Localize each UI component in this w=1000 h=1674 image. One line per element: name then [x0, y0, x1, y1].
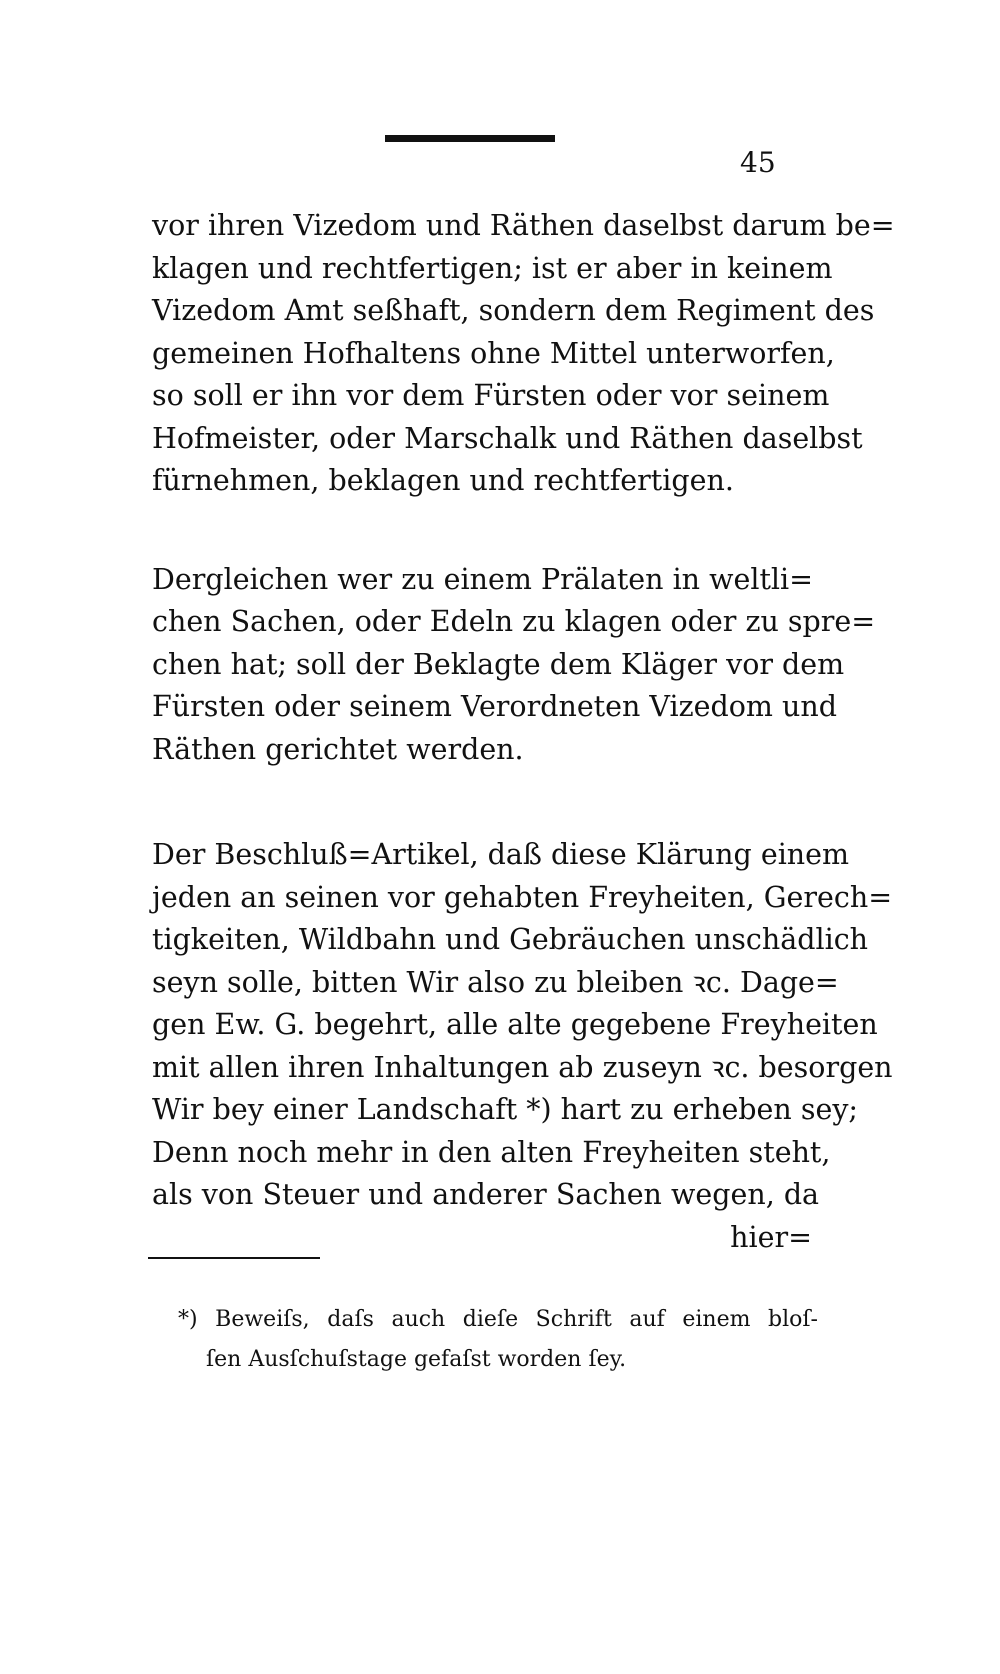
header-rule: [385, 135, 555, 142]
footnote-line: *) Beweiſs, daſs auch dieſe Schrift auf einem bloſ-: [178, 1307, 818, 1332]
body-text: [152, 205, 895, 1259]
text-line: vor ihren Vizedom und Räthen daselbst darum be=: [152, 209, 895, 242]
text-line: Dergleichen wer zu einem Prälaten in weltli=: [152, 562, 814, 596]
text-line: chen hat; soll der Beklagte dem Kläger vor dem: [152, 647, 845, 681]
text-line: Fürsten oder seinem Verordneten Vizedom und: [152, 690, 837, 723]
text-line: so soll er ihn vor dem Fürsten oder vor seinem: [152, 379, 830, 412]
text-line: klagen und rechtfertigen; ist er aber in keinem: [152, 251, 833, 285]
paragraph: [152, 834, 893, 1259]
catchword: hier=: [730, 1220, 812, 1254]
text-line: seyn solle, bitten Wir also zu bleiben ꝛc. Dage=: [152, 965, 839, 999]
footnote-line: ſen Ausſchuſstage gefaſst worden ſey.: [206, 1347, 627, 1372]
text-line: fürnehmen, beklagen und rechtfertigen.: [152, 464, 734, 497]
text-line: chen Sachen, oder Edeln zu klagen oder zu spre=: [152, 605, 876, 638]
text-line: Wir bey einer Landschaft *) hart zu erheben sey;: [152, 1093, 859, 1126]
text-line: Hofmeister, oder Marschalk und Räthen daselbst: [152, 421, 863, 455]
text-line: Vizedom Amt seßhaft, sondern dem Regiment des: [152, 294, 875, 327]
text-line: als von Steuer und anderer Sachen wegen, da: [152, 1178, 820, 1211]
footnote: [178, 1300, 818, 1380]
text-line: Der Beschluß=Artikel, daß diese Klärung einem: [152, 838, 850, 871]
text-line: jeden an seinen vor gehabten Freyheiten, Gerech=: [152, 880, 893, 914]
paragraph: [152, 559, 876, 772]
footnote-rule: [148, 1257, 320, 1259]
text-line: Denn noch mehr in den alten Freyheiten steht,: [152, 1135, 831, 1169]
text-line: tigkeiten, Wildbahn und Gebräuchen unschädlich: [152, 923, 869, 956]
text-line: Räthen gerichtet werden.: [152, 732, 524, 766]
text-line: gen Ew. G. begehrt, alle alte gegebene Freyheiten: [152, 1008, 878, 1041]
paragraph: [152, 205, 895, 503]
page-number: 45: [740, 146, 776, 179]
text-line: gemeinen Hofhaltens ohne Mittel unterworfen,: [152, 336, 835, 370]
text-line: mit allen ihren Inhaltungen ab zuseyn ꝛc. besorgen: [152, 1050, 893, 1084]
